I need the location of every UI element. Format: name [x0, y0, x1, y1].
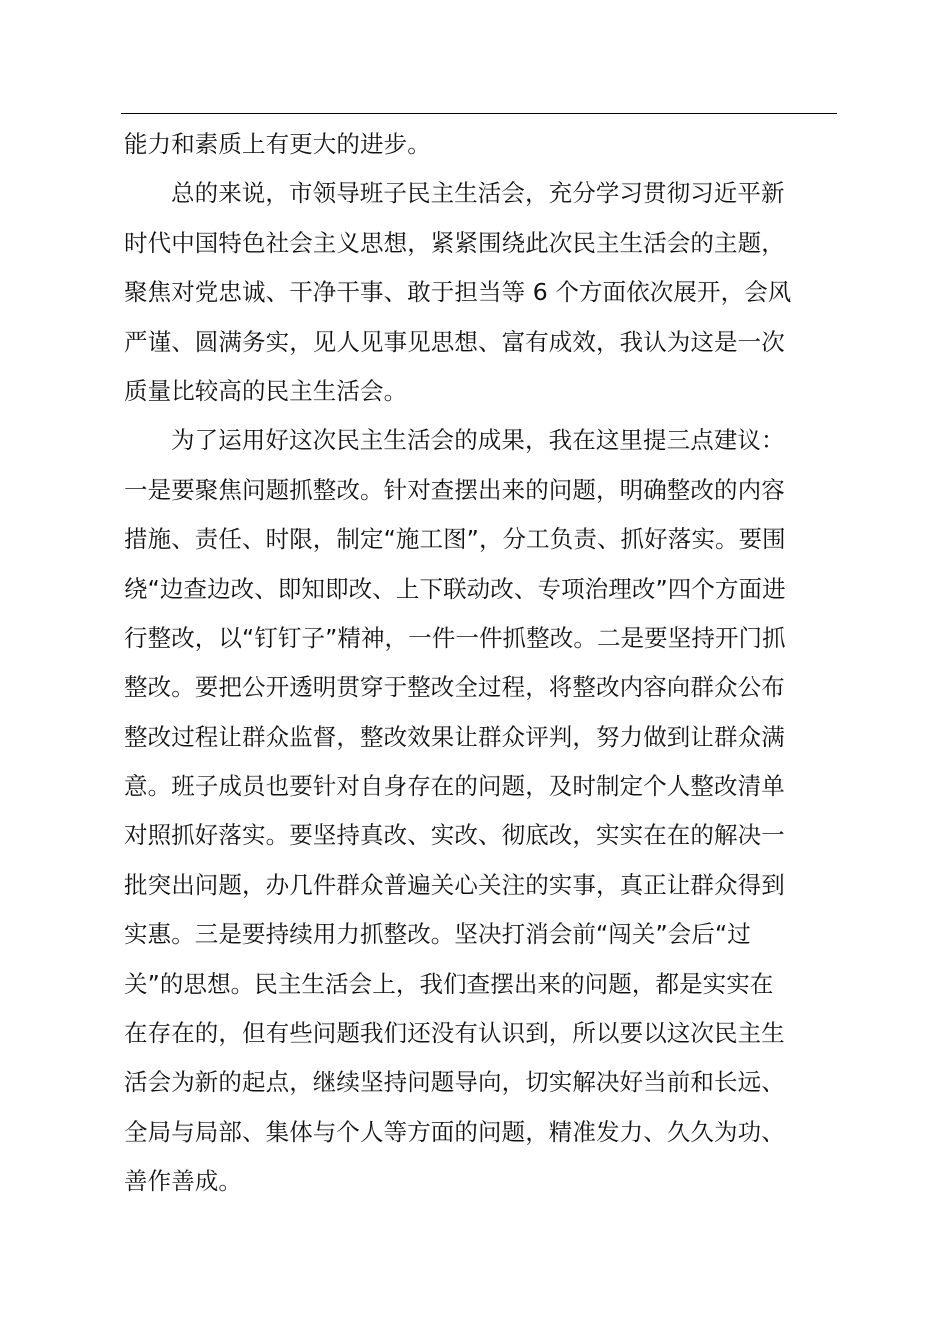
text-line: 在存在的，但有些问题我们还没有认识到，所以要以这次民主生	[124, 1019, 785, 1048]
text-line: 绕“边查边改、即知即改、上下联动改、专项治理改”四个方面进	[124, 574, 786, 603]
paragraph-suggestions	[124, 416, 840, 1206]
text-line: 时代中国特色社会主义思想，紧紧围绕此次民主生活会的主题，	[124, 228, 785, 257]
text-line: 一是要聚焦问题抓整改。针对查摆出来的问题，明确整改的内容	[124, 475, 785, 504]
text-line: 整改。要把公开透明贯穿于整改全过程，将整改内容向群众公布	[124, 673, 785, 702]
text-line: 实惠。三是要持续用力抓整改。坚决打消会前“闯关”会后“过	[124, 920, 751, 949]
text-line: 聚焦对党忠诚、干净干事、敢于担当等 6 个方面依次展开，会风	[124, 278, 792, 307]
text-line: 意。班子成员也要针对自身存在的问题，及时制定个人整改清单	[124, 772, 785, 801]
text-line: 行整改，以“钉钉子”精神，一件一件抓整改。二是要坚持开门抓	[124, 623, 786, 652]
document-body	[124, 120, 840, 1207]
text-line: 活会为新的起点，继续坚持问题导向，切实解决好当前和长远、	[124, 1068, 785, 1097]
text-line: 严谨、圆满务实，见人见事见思想、富有成效，我认为这是一次	[124, 327, 785, 356]
text-line: 质量比较高的民主生活会。	[124, 376, 408, 405]
text-line: 关”的思想。民主生活会上，我们查摆出来的问题，都是实实在	[124, 969, 774, 998]
paragraph-continuation	[124, 120, 840, 169]
text-line: 全局与局部、集体与个人等方面的问题，精准发力、久久为功、	[124, 1117, 785, 1146]
text-line: 为了运用好这次民主生活会的成果，我在这里提三点建议：	[171, 426, 785, 455]
text-line: 批突出问题，办几件群众普遍关心关注的实事，真正让群众得到	[124, 870, 785, 899]
text-line: 能力和素质上有更大的进步。	[124, 130, 431, 158]
header-rule	[121, 113, 837, 114]
text-line: 对照抓好落实。要坚持真改、实改、彻底改，实实在在的解决一	[124, 821, 785, 850]
text-line: 整改过程让群众监督，整改效果让群众评判，努力做到让群众满	[124, 722, 785, 751]
text-line: 措施、责任、时限，制定“施工图”，分工负责、抓好落实。要围	[124, 525, 786, 554]
text-line: 总的来说，市领导班子民主生活会，充分学习贯彻习近平新	[171, 179, 785, 208]
text-line: 善作善成。	[124, 1167, 242, 1196]
paragraph-summary	[124, 169, 840, 416]
